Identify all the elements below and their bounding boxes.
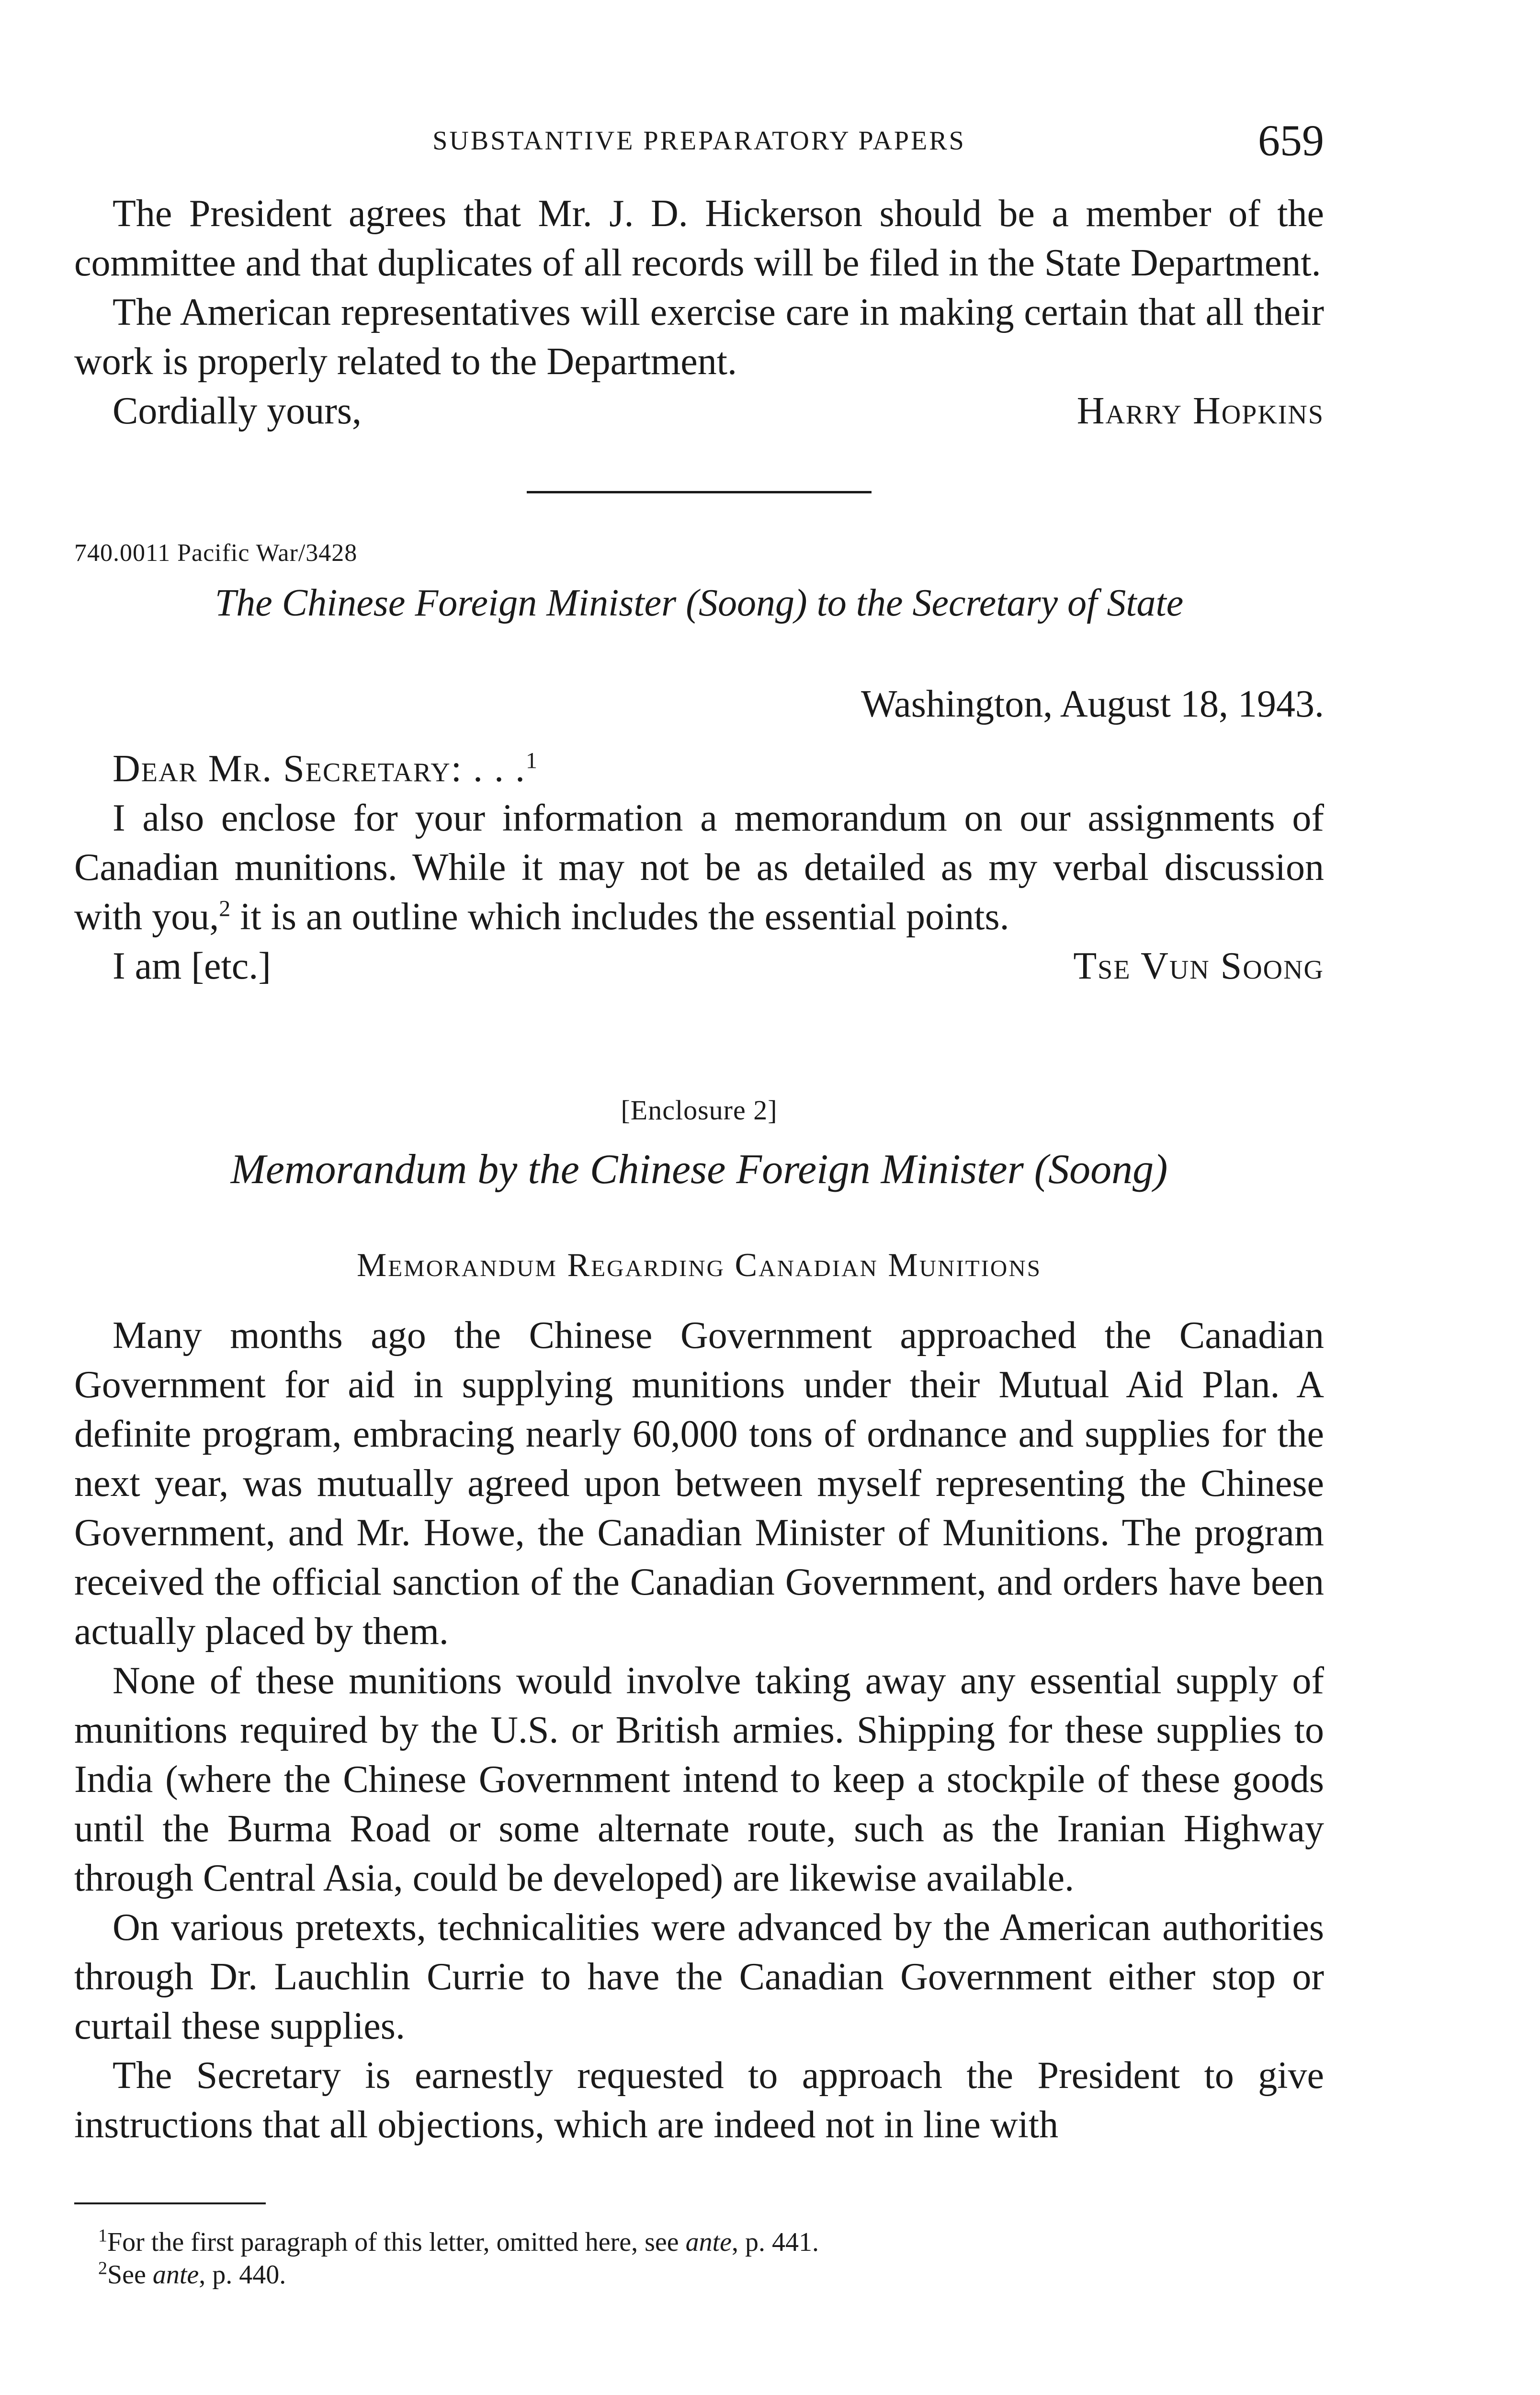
- page-number: 659: [1258, 116, 1324, 165]
- footnote-ref-word: ante: [152, 2260, 199, 2290]
- letter-paragraph: [74, 794, 1324, 942]
- memo-heading: Memorandum Regarding Canadian Munitions: [357, 1247, 1042, 1284]
- document-title: The Chinese Foreign Minister (Soong) to the Secretary of State: [215, 582, 1184, 624]
- enclosure: [74, 1094, 1324, 2150]
- footnote-mark: 2: [98, 2258, 107, 2279]
- footnote-text: For the first paragraph of this letter, omitted here, see: [107, 2227, 686, 2257]
- enclosure-title: Memorandum by the Chinese Foreign Minister (Soong): [230, 1146, 1168, 1193]
- footnotes: [74, 2226, 1324, 2291]
- salutation: [74, 744, 1324, 794]
- letter-paragraph: The American representatives will exercise care in making certain that all their work is properly related to the Department.: [74, 291, 1324, 383]
- document-page: [74, 115, 1324, 2291]
- section-divider: [527, 491, 872, 493]
- signature: Tse Vun Soong: [1073, 945, 1324, 987]
- complimentary-close: I am [etc.]: [113, 945, 271, 987]
- memo-paragraph: The Secretary is earnestly requested to approach the President to give instructions that all objections, which are indeed not in line with: [74, 2054, 1324, 2146]
- paragraph-text: it is an outline which includes the essential points.: [230, 896, 1009, 938]
- paragraph-text: I also enclose for your information a memorandum on our assignments of Canadian munitions. While it may not be as detailed as my verbal discussion with you,: [74, 797, 1324, 938]
- running-title: SUBSTANTIVE PREPARATORY PAPERS: [432, 126, 966, 156]
- footnote-mark: 1: [98, 2225, 107, 2246]
- footnote-text: , p. 440.: [199, 2260, 286, 2290]
- footnote-ref: 2: [219, 896, 231, 922]
- footnote: [74, 2258, 1324, 2291]
- letter-closing-line: [74, 942, 1324, 991]
- footnote-divider: [74, 2202, 266, 2204]
- footnote: [74, 2226, 1324, 2258]
- footnote-ref-word: ante: [685, 2227, 732, 2257]
- salutation-text: Dear Mr. Secretary: . . .: [113, 748, 526, 790]
- running-head: [74, 115, 1324, 168]
- letter-closing-line: [74, 387, 1324, 436]
- signature: Harry Hopkins: [1076, 390, 1324, 432]
- footnote-text: , p. 441.: [732, 2227, 819, 2257]
- enclosure-label: [Enclosure 2]: [621, 1095, 778, 1126]
- dateline: Washington, August 18, 1943.: [861, 683, 1324, 725]
- letter-soong: [74, 539, 1324, 991]
- memo-paragraph: Many months ago the Chinese Government approached the Canadian Government for aid in supplying munitions under their Mutual Aid Plan. A definite program, embracing nearly 60,000 tons of ordnance and supplies for the next year, was mutually agreed upon between myself representing the Chinese Government, and Mr. Howe, the Canadian Minister of Munitions. The program received the official sanction of the Canadian Government, and orders have been actually placed by them.: [74, 1314, 1324, 1653]
- footnote-ref: 1: [525, 748, 538, 774]
- letter-paragraph: The President agrees that Mr. J. D. Hickerson should be a member of the committee and that duplicates of all records will be filed in the State Department.: [74, 193, 1324, 284]
- memo-paragraph: None of these munitions would involve taking away any essential supply of munitions required by the U.S. or British armies. Shipping for these supplies to India (where the Chinese Government intend to keep a stockpile of these goods until the Burma Road or some alternate route, such as the Iranian Highway through Central Asia, could be developed) are likewise available.: [74, 1660, 1324, 1899]
- letter-hopkins: [74, 189, 1324, 436]
- footnote-text: See: [107, 2260, 153, 2290]
- complimentary-close: Cordially yours,: [113, 390, 362, 432]
- memo-paragraph: On various pretexts, technicalities were advanced by the American authorities through Dr. Lauchlin Currie to have the Canadian Government either stop or curtail these supplies.: [74, 1906, 1324, 2047]
- file-number: 740.0011 Pacific War/3428: [74, 539, 358, 567]
